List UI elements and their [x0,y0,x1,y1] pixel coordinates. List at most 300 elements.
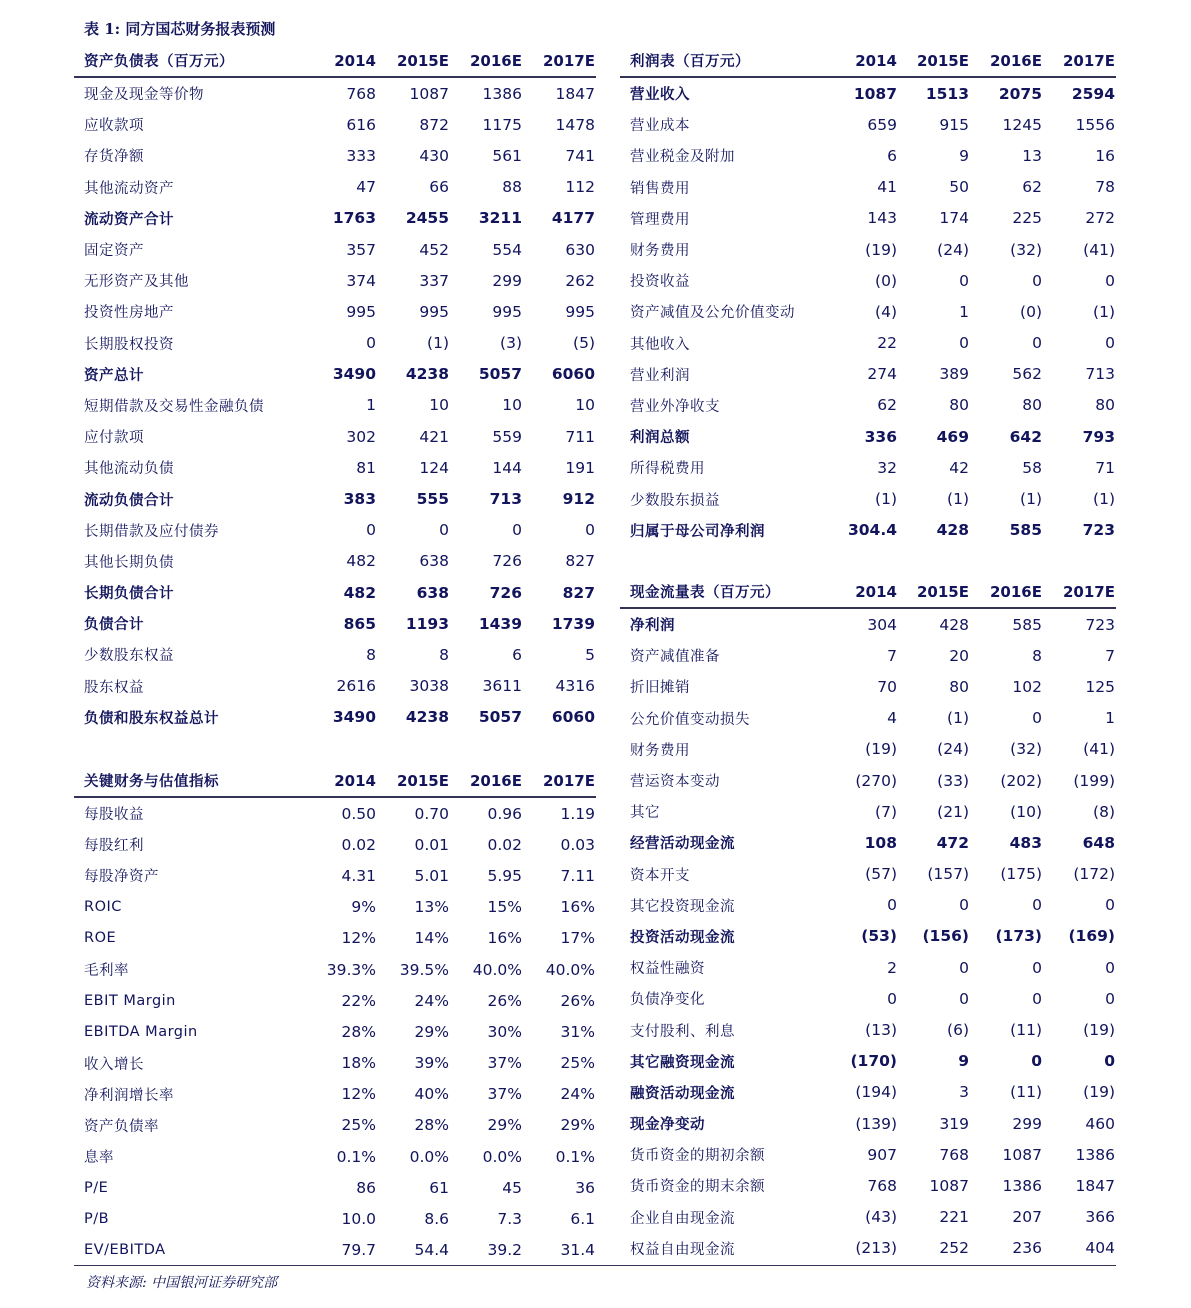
row-label: 股东权益 [84,679,144,696]
row-value: 0 [1105,896,1115,915]
row-value: 66 [429,178,449,197]
row-value: 482 [343,583,376,602]
row-label: 毛利率 [84,963,129,980]
row-label: 其它融资现金流 [630,1054,735,1071]
table-row [74,1016,596,1047]
table-row [74,234,596,265]
row-value: 827 [565,552,595,571]
row-value: 24% [414,991,449,1010]
row-value: 225 [1012,209,1042,228]
row-value: 221 [939,1208,969,1227]
table-row [620,140,1116,171]
row-value: 4238 [405,708,449,727]
row-value: 124 [419,458,449,477]
row-label: 资产减值及公允价值变动 [630,305,795,322]
row-value: 36 [575,1178,595,1197]
row-value: (1) [1020,490,1042,509]
row-label: 营业收入 [630,87,690,104]
year-header: 2017E [1063,51,1115,70]
row-value: 4177 [551,209,595,228]
row-value: 1847 [555,84,595,103]
row-label: 公允价值变动损失 [630,711,750,728]
table-row [620,328,1116,359]
row-value: 333 [346,146,376,165]
row-label: 企业自由现金流 [630,1210,735,1227]
table-row [620,1108,1116,1139]
row-value: 0 [1032,709,1042,728]
row-value: 460 [1085,1114,1115,1133]
row-value: 319 [939,1114,969,1133]
source-footer [74,1265,1116,1292]
row-value: 143 [867,209,897,228]
row-value: (24) [937,740,969,759]
row-value: 726 [489,583,522,602]
row-value: 37% [487,1054,522,1073]
table-row [74,829,596,860]
row-value: 585 [1012,615,1042,634]
row-value: (199) [1073,771,1115,790]
row-value: 88 [502,178,522,197]
row-value: (3) [500,334,522,353]
row-value: 80 [949,396,969,415]
row-value: 42 [949,458,969,477]
row-value: (32) [1010,240,1042,259]
row-value: 723 [1082,521,1115,540]
row-value: 404 [1085,1239,1115,1258]
row-value: 0 [585,521,595,540]
row-value: 1087 [409,84,449,103]
row-value: 0.0% [409,1147,449,1166]
row-value: 5 [585,645,595,664]
row-value: (213) [855,1239,897,1258]
row-value: 0.0% [482,1147,522,1166]
row-value: 40.0% [545,960,595,979]
row-value: 9% [351,898,376,917]
row-value: 22% [341,991,376,1010]
table-row [74,860,596,891]
row-value: (1) [875,490,897,509]
table-row [74,639,596,670]
table-header [74,45,596,78]
row-value: 0 [1032,334,1042,353]
row-value: 40% [414,1085,449,1104]
row-value: 711 [565,427,595,446]
row-value: (175) [1000,865,1042,884]
table-row [620,671,1116,702]
row-value: 561 [492,146,522,165]
row-value: (33) [937,771,969,790]
table-row [74,452,596,483]
income-statement-table [620,45,1116,546]
row-value: 39.2 [487,1241,522,1260]
row-value: (169) [1068,927,1115,946]
row-value: 274 [867,365,897,384]
table-row [620,703,1116,734]
table-row [620,1170,1116,1201]
table-row [620,265,1116,296]
row-label: 应付款项 [84,430,144,447]
row-value: 741 [565,146,595,165]
year-header: 2014 [334,771,376,790]
row-value: 554 [492,240,522,259]
row-value: 1439 [478,614,522,633]
row-value: 40.0% [472,960,522,979]
table-row [620,765,1116,796]
row-value: 0 [959,334,969,353]
row-value: 262 [565,271,595,290]
row-value: (19) [1083,1083,1115,1102]
row-value: 6.1 [570,1210,595,1229]
row-value: 80 [1095,396,1115,415]
row-value: 302 [346,427,376,446]
row-label: 资产负债率 [84,1118,159,1135]
row-value: 58 [1022,458,1042,477]
row-value: 1175 [482,115,522,134]
row-value: 4.31 [341,866,376,885]
table-header [620,576,1116,609]
table-row [620,1233,1116,1264]
row-value: 430 [419,146,449,165]
row-value: 31.4 [560,1241,595,1260]
row-value: 41 [877,178,897,197]
table-row [74,359,596,390]
table-row [74,172,596,203]
row-value: (32) [1010,740,1042,759]
row-value: 1 [1105,709,1115,728]
row-label: 负债和股东权益总计 [84,710,219,727]
row-label: 所得税费用 [630,461,705,478]
row-value: 1.19 [560,804,595,823]
row-value: 995 [419,302,449,321]
row-value: 0 [887,989,897,1008]
key-metrics-table [74,765,596,1266]
row-value: 2075 [998,84,1042,103]
row-value: 452 [419,240,449,259]
year-header: 2016E [470,51,522,70]
table-row [74,203,596,234]
row-value: (21) [937,802,969,821]
row-value: 0 [366,521,376,540]
row-value: 1087 [1002,1145,1042,1164]
row-value: 47 [356,178,376,197]
table-row [620,827,1116,858]
year-header: 2016E [470,771,522,790]
row-label: 净利润 [630,618,675,635]
row-value: 555 [416,490,449,509]
row-value: 5.95 [487,866,522,885]
table-row [620,1014,1116,1045]
year-header: 2017E [543,51,595,70]
row-label: 支付股利、利息 [630,1023,735,1040]
table-row [620,640,1116,671]
row-value: 79.7 [341,1241,376,1260]
row-value: 16 [1095,146,1115,165]
table-row [74,1079,596,1110]
row-value: 62 [877,396,897,415]
row-label: 销售费用 [630,180,690,197]
row-label: 长期借款及应付债券 [84,523,219,540]
row-value: 25% [341,1116,376,1135]
row-label: 少数股东损益 [630,492,720,509]
row-value: 1 [959,302,969,321]
row-value: 1386 [482,84,522,103]
row-value: 0.1% [555,1147,595,1166]
row-label: EBITDA Margin [84,1023,198,1040]
row-label: 折旧摊销 [630,680,690,697]
row-label: 无形资产及其他 [84,274,189,291]
row-value: 39% [414,1054,449,1073]
row-value: 1193 [405,614,449,633]
row-value: 726 [492,552,522,571]
table-row [74,1110,596,1141]
row-value: 252 [939,1239,969,1258]
row-value: 1087 [929,1176,969,1195]
row-value: (43) [865,1208,897,1227]
row-label: 投资性房地产 [84,305,174,322]
row-value: 8.6 [424,1210,449,1229]
row-value: 9 [958,1052,969,1071]
row-value: 421 [419,427,449,446]
row-value: 4 [887,709,897,728]
row-value: 0.1% [336,1147,376,1166]
row-label: 财务费用 [630,243,690,260]
row-label: 投资活动现金流 [630,929,735,946]
row-label: 其他流动负债 [84,461,174,478]
row-value: 13% [414,898,449,917]
row-value: 915 [939,115,969,134]
row-value: 14% [414,929,449,948]
table-title: 资产负债表（百万元） [84,54,234,70]
row-value: 562 [1012,365,1042,384]
row-value: 0.03 [560,835,595,854]
row-label: 归属于母公司净利润 [630,523,765,540]
row-label: 其他长期负债 [84,554,174,571]
table-row [620,1077,1116,1108]
row-value: 0 [1032,989,1042,1008]
row-label: 营运资本变动 [630,774,720,791]
row-value: 0 [1032,896,1042,915]
table-row [74,296,596,327]
row-value: 3490 [332,365,376,384]
row-value: 638 [416,583,449,602]
row-label: 其他流动资产 [84,180,174,197]
year-header: 2017E [1063,582,1115,601]
row-value: 1245 [1002,115,1042,134]
row-value: (11) [1010,1021,1042,1040]
table-row [620,921,1116,952]
row-value: 0 [887,896,897,915]
row-value: 80 [949,677,969,696]
row-value: 108 [864,833,897,852]
year-header: 2015E [917,582,969,601]
cash-flow-table [620,576,1116,1264]
row-label: 应收款项 [84,118,144,135]
row-value: 0.01 [414,835,449,854]
row-value: 22 [877,334,897,353]
row-value: 0 [1105,958,1115,977]
row-value: (1) [1093,490,1115,509]
row-value: 630 [565,240,595,259]
row-label: 管理费用 [630,211,690,228]
row-value: (170) [850,1052,897,1071]
row-value: 0 [366,334,376,353]
year-header: 2014 [855,51,897,70]
table-row [74,954,596,985]
row-label: 流动资产合计 [84,211,174,228]
row-value: 6060 [551,365,595,384]
row-label: 每股收益 [84,807,144,824]
row-label: 利润总额 [630,430,690,447]
table-row [74,140,596,171]
row-value: 9 [959,146,969,165]
row-value: 0 [1105,271,1115,290]
row-value: 659 [867,115,897,134]
table-row [620,1202,1116,1233]
row-value: 7 [887,646,897,665]
row-value: 39.3% [326,960,376,979]
row-value: (139) [855,1114,897,1133]
row-value: 713 [1085,365,1115,384]
row-label: 营业外净收支 [630,398,720,415]
row-label: 息率 [84,1150,114,1167]
row-value: (1) [947,709,969,728]
row-value: 1386 [1075,1145,1115,1164]
table-title: 利润表（百万元） [630,54,750,70]
table-row [620,78,1116,109]
row-value: 12% [341,929,376,948]
row-value: 32 [877,458,897,477]
row-value: 0 [959,896,969,915]
row-value: 8 [439,645,449,664]
row-label: 流动负债合计 [84,492,174,509]
row-value: 25% [560,1054,595,1073]
row-label: 每股红利 [84,838,144,855]
row-value: (0) [1020,302,1042,321]
row-value: 0 [959,271,969,290]
row-value: (270) [855,771,897,790]
row-value: 272 [1085,209,1115,228]
row-value: 304 [867,615,897,634]
row-value: 0.96 [487,804,522,823]
row-value: (8) [1093,802,1115,821]
row-value: (13) [865,1021,897,1040]
row-label: 少数股东权益 [84,648,174,665]
row-label: 经营活动现金流 [630,836,735,853]
row-value: 86 [356,1178,376,1197]
row-value: 78 [1095,178,1115,197]
row-value: 0 [959,958,969,977]
row-value: 768 [346,84,376,103]
row-label: 权益自由现金流 [630,1241,735,1258]
table-row [74,1141,596,1172]
row-value: 383 [343,490,376,509]
table-row [620,1046,1116,1077]
row-value: 26% [560,991,595,1010]
row-value: (53) [861,927,897,946]
row-value: 12% [341,1085,376,1104]
row-value: 6060 [551,708,595,727]
row-value: 768 [867,1176,897,1195]
row-value: 62 [1022,178,1042,197]
row-value: 17% [560,929,595,948]
row-value: 28% [414,1116,449,1135]
row-value: 616 [346,115,376,134]
row-value: 5057 [478,365,522,384]
row-value: 1478 [555,115,595,134]
row-value: (11) [1010,1083,1042,1102]
row-value: 872 [419,115,449,134]
row-label: 现金及现金等价物 [84,87,204,104]
row-value: 16% [560,898,595,917]
table-row [74,109,596,140]
table-row [74,702,596,733]
table-row [620,203,1116,234]
row-label: 其它投资现金流 [630,898,735,915]
table-row [620,952,1116,983]
row-value: (202) [1000,771,1042,790]
row-value: 428 [939,615,969,634]
table-row [620,609,1116,640]
row-value: 5.01 [414,866,449,885]
row-value: 389 [939,365,969,384]
row-value: 3490 [332,708,376,727]
row-value: (5) [573,334,595,353]
row-label: ROIC [84,899,122,916]
row-label: 投资收益 [630,274,690,291]
row-value: 995 [492,302,522,321]
table-row [620,359,1116,390]
row-value: 1386 [1002,1176,1042,1195]
row-value: 472 [936,833,969,852]
row-value: (0) [875,271,897,290]
row-value: 8 [366,645,376,664]
row-value: 357 [346,240,376,259]
table-row [620,234,1116,265]
row-value: 336 [864,427,897,446]
row-value: (19) [865,740,897,759]
table-row [620,890,1116,921]
row-value: (7) [875,802,897,821]
row-value: (156) [922,927,969,946]
row-value: 1513 [925,84,969,103]
row-value: 70 [877,677,897,696]
row-value: 191 [565,458,595,477]
row-value: 768 [939,1145,969,1164]
page-title: 表 1: 同方国芯财务报表预测 [84,20,276,38]
row-value: 2594 [1071,84,1115,103]
row-value: 585 [1009,521,1042,540]
row-label: ROE [84,930,117,947]
row-label: 现金净变动 [630,1117,705,1134]
row-value: 0 [1032,271,1042,290]
row-value: 3211 [478,209,522,228]
row-value: (10) [1010,802,1042,821]
row-value: 29% [414,1022,449,1041]
row-label: 资本开支 [630,867,690,884]
row-value: 61 [429,1178,449,1197]
row-label: 融资活动现金流 [630,1085,735,1102]
row-value: (1) [427,334,449,353]
row-value: 10.0 [341,1210,376,1229]
row-value: 144 [492,458,522,477]
year-header: 2014 [334,51,376,70]
row-value: (1) [1093,302,1115,321]
table-row [620,421,1116,452]
row-label: 营业利润 [630,367,690,384]
row-value: 337 [419,271,449,290]
row-value: (19) [1083,1021,1115,1040]
table-row [620,109,1116,140]
